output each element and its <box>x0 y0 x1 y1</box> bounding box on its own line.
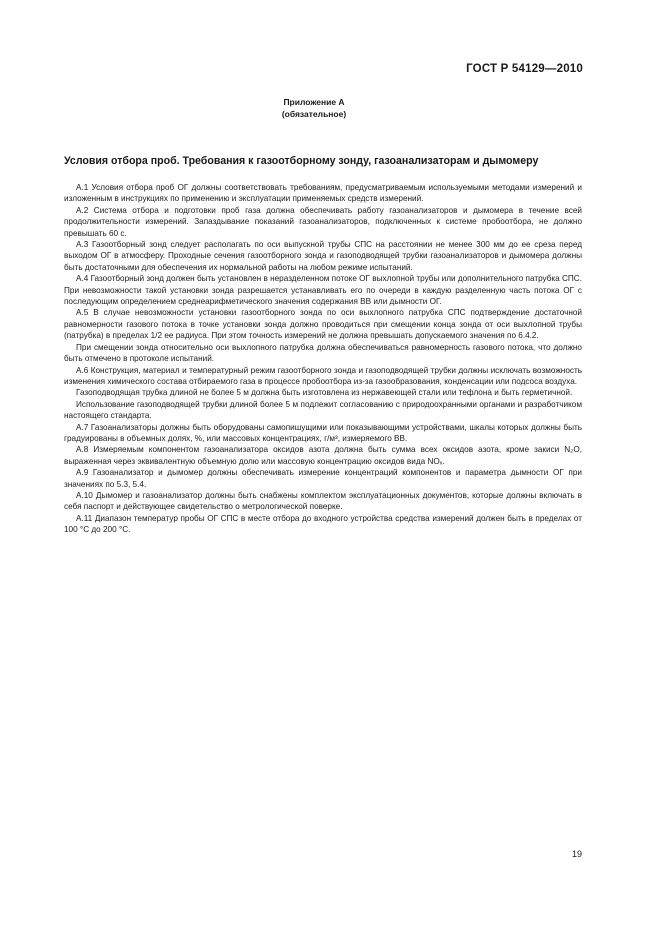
body-text <box>64 182 582 536</box>
paragraph: А.2 Система отбора и подготовки проб газа должна обеспечивать работу газоанализаторов и дымомера в течение всей продолжительности измерений. Запаздывание показаний газоанализаторов, подключенных к системе пробоотбора, не должно превышать 60 с. <box>64 205 582 238</box>
paragraph: А.8 Измеряемым компонентом газоанализатора оксидов азота должна быть сумма всех оксидов азота, кроме закиси N₂O, выраженная через эквивалентную объемную долю или массовую концентрацию оксидов вида NOₓ. <box>64 445 582 466</box>
paragraph: Газоподводящая трубка длиной не более 5 м должна быть изготовлена из нержавеющей стали или тефлона и быть герметичной. <box>76 388 573 398</box>
paragraph: А.11 Диапазон температур пробы ОГ СПС в месте отбора до входного устройства средства измерений должен быть в пределах от 100 °С до 200 °С. <box>64 513 582 535</box>
appendix-label: Приложение А <box>283 97 345 107</box>
appendix-status: (обязательное) <box>281 109 347 119</box>
paragraph: А.4 Газоотборный зонд должен быть установлен в неразделенном потоке ОГ выхлопной трубы или дополнительного патрубка СПС. При невозможности такой установки зонда разрешается устанавливать его по очереди в каждую разделенную часть потока ОГ с последующим определением среднеарифметического значения содержания ВВ или дымности ОГ. <box>64 274 582 307</box>
paragraph: При смещении зонда относительно оси выхлопного патрубка должна обеспечиваться равномерность газового потока, что должно быть отмечено в протоколе испытаний. <box>64 342 582 364</box>
appendix-heading <box>0 96 628 120</box>
paragraph: Использование газоподводящей трубки длиной более 5 м подлежит согласованию с природоохранными органами и разработчиком настоящего стандарта. <box>64 399 582 421</box>
section-title: Условия отбора проб. Требования к газоотборному зонду, газоанализаторам и дымомеру <box>64 155 539 167</box>
paragraph: А.6 Конструкция, материал и температурный режим газоотборного зонда и газоподводящей трубки должны исключать возможность изменения химического состава отбираемого газа в процессе пробоотбора из-за газообразования, конденсации или подсоса воздуха. <box>64 365 582 386</box>
paragraph: А.1 Условия отбора проб ОГ должны соответствовать требованиям, предусматриваемым используемыми методами измерений и изложенным в инструкциях по применению и эксплуатации применяемых средств измерений. <box>64 183 582 204</box>
paragraph: А.5 В случае невозможности установки газоотборного зонда по оси выхлопного патрубка СПС подтверждение достаточной равномерности газового потока в точке установки зонда должно проводиться при смещении конца зонда от оси выхлопной трубы (патрубка) в пределах 1/2 ее радиуса. При этом точность измерений не должна превышать допускаемого значения по 6.4.2. <box>64 308 582 341</box>
paragraph: А.7 Газоанализаторы должны быть оборудованы самопишущими или показывающими устройствами, шкалы которых должны быть градуированы в объемных долях, %, или массовых концентрациях, г/м³, измеряемого ВВ. <box>64 422 582 443</box>
paragraph: А.3 Газоотборный зонд следует располагать по оси выпускной трубы СПС на расстоянии не менее 300 мм до ее среза перед выходом ОГ в атмосферу. Проходные сечения газоотборного зонда и газоподводящей трубки газоанализаторов и дымомера должны быть достаточными для обеспечения их нормальной работы на любом режиме испытаний. <box>64 240 582 272</box>
paragraph: А.9 Газоанализатор и дымомер должны обеспечивать измерение концентраций компонентов и параметра дымности ОГ при значениях по 5.3, 5.4. <box>64 468 582 489</box>
paragraph: А.10 Дымомер и газоанализатор должны быть снабжены комплектом эксплуатационных документов, которые должны включать в себя паспорт и действующее свидетельство о метрологической поверке. <box>64 490 582 512</box>
page-number: 19 <box>571 849 582 859</box>
standard-header: ГОСТ Р 54129—2010 <box>466 63 583 75</box>
